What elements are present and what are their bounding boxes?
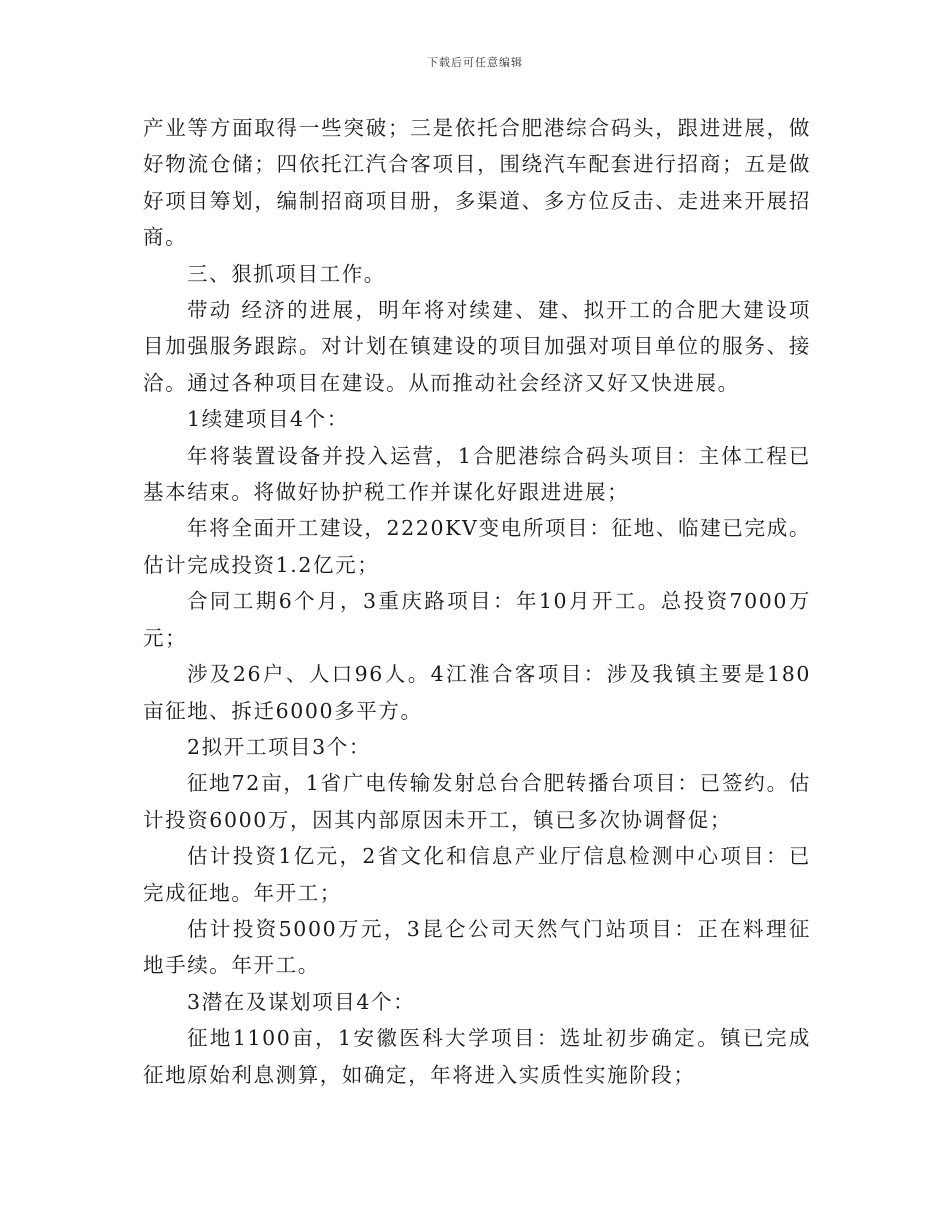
paragraph: 涉及26户、人口96人。4江淮合客项目：涉及我镇主要是180亩征地、拆迁6000多平方。: [143, 662, 811, 723]
paragraph: 年将装置设备并投入运营，1合肥港综合码头项目：主体工程已基本结束。将做好协护税工作并谋化好跟进进展；: [143, 443, 811, 505]
subsection-heading: 1续建项目4个：: [187, 407, 349, 432]
paragraph: 征地72亩，1省广电传输发射总台合肥转播台项目：已签约。估计投资6000万，因其内部原因未开工，镇已多次协调督促；: [143, 771, 811, 832]
subsection-heading: 2拟开工项目3个：: [187, 734, 371, 759]
paragraph: 带动 经济的进展，明年将对续建、建、拟开工的合肥大建设项目加强服务跟踪。对计划在镇建设的项目加强对项目单位的服务、接洽。通过各种项目在建设。从而推动社会经济又好又快进展。: [143, 298, 811, 395]
paragraph: 产业等方面取得一些突破；三是依托合肥港综合码头，跟进进展，做好物流仓储；四依托江汽合客项目，围绕汽车配套进行招商；五是做好项目筹划，编制招商项目册，多渠道、多方位反击、走进来开展招商。: [143, 116, 811, 250]
paragraph: 征地1100亩，1安徽医科大学项目：选址初步确定。镇已完成征地原始利息测算，如确定，年将进入实质性实施阶段；: [143, 1026, 811, 1087]
page-header: 下载后可任意编辑: [427, 56, 523, 69]
paragraph: 年将全面开工建设，2220KV变电所项目：征地、临建已完成。估计完成投资1.2亿元；: [143, 516, 811, 577]
document-body: [143, 110, 811, 1093]
paragraph: 估计投资1亿元，2省文化和信息产业厅信息检测中心项目：已完成征地。年开工；: [143, 844, 811, 905]
paragraph: 估计投资5000万元，3昆仑公司天然气门站项目：正在料理征地手续。年开工。: [143, 916, 811, 978]
subsection-heading: 3潜在及谋划项目4个：: [187, 989, 416, 1014]
paragraph: 合同工期6个月，3重庆路项目：年10月开工。总投资7000万元；: [143, 589, 811, 650]
section-heading: 三、狠抓项目工作。: [187, 261, 386, 286]
